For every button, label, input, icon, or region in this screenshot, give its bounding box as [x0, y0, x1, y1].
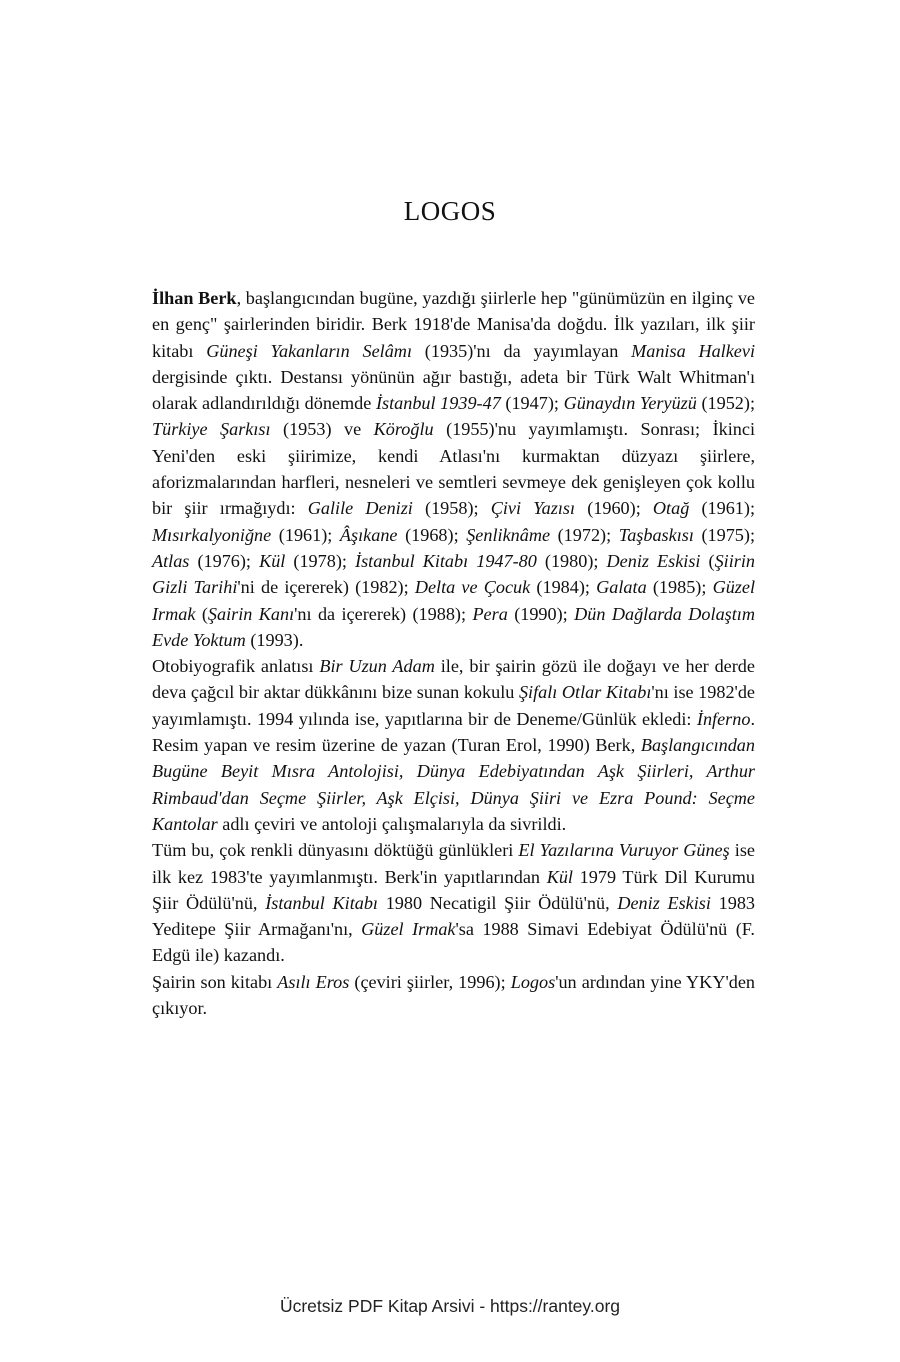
- bold-text: İlhan Berk: [152, 288, 237, 308]
- text-run: (çeviri şiirler, 1996);: [349, 971, 511, 992]
- text-run: 1979 Türk Dil Kurumu Şiir Ödülü'nü,: [152, 866, 756, 913]
- italic-text: İstanbul Kitabı: [265, 892, 378, 913]
- text-run: dergisinde çıktı. Destansı yönünün ağır bastığı, adeta bir Türk Walt Whitman'ı olarak adlandırıldığı dönemde: [152, 366, 755, 414]
- italic-text: Pera: [472, 603, 508, 624]
- text-run: 'nı da içererek) (1988);: [294, 603, 473, 624]
- text-run: (1990);: [507, 603, 575, 624]
- italic-text: Şairin Kanı: [207, 603, 295, 624]
- text-run: (1953) ve: [270, 419, 374, 440]
- italic-text: Türkiye Şarkısı: [152, 419, 271, 440]
- italic-text: Galata: [596, 577, 647, 598]
- text-run: (1952);: [696, 393, 755, 414]
- italic-text: Güzel Irmak: [152, 577, 756, 624]
- text-run: 'sa 1988 Simavi Edebiyat Ödülü'nü (F. Edgü ile) kazandı.: [152, 919, 755, 966]
- italic-text: Şiirin Gizli Tarihi: [152, 550, 756, 598]
- italic-text: El Yazılarına Vuruyor Güneş: [518, 840, 730, 861]
- text-run: (1972);: [550, 524, 619, 545]
- text-run: Şairin son kitabı: [152, 971, 278, 992]
- italic-text: Günaydın Yeryüzü: [563, 393, 697, 414]
- text-run: Tüm bu, çok renkli dünyasını döktüğü günlükleri: [152, 840, 519, 861]
- text-run: , başlangıcından bugüne, yazdığı şiirlerle hep "günümüzün en ilginç ve en genç" şairlerinden biridir. Berk 1918'de Manisa'da doğdu. İlk yazıları, ilk şiir kitabı: [152, 288, 755, 361]
- italic-text: Kül: [259, 550, 286, 571]
- italic-text: İstanbul Kitabı 1947-80: [355, 550, 537, 571]
- italic-text: Kül: [546, 866, 573, 887]
- text-run: (1976);: [189, 550, 260, 571]
- italic-text: Mısırkalyoniğne: [152, 524, 272, 545]
- italic-text: Galile Denizi: [307, 498, 413, 519]
- text-run: ise ilk kez 1983'te yayımlanmıştı. Berk'in yapıtlarından: [152, 840, 755, 887]
- text-run: adlı çeviri ve antoloji çalışmalarıyla da sivrildi.: [217, 813, 567, 834]
- italic-text: Delta ve Çocuk: [414, 577, 531, 598]
- text-run: (: [195, 603, 208, 624]
- text-run: (: [700, 550, 715, 571]
- text-run: (1958);: [412, 498, 491, 519]
- italic-text: Güneşi Yakanların Selâmı: [206, 340, 412, 361]
- text-run: ile, bir şairin gözü ile doğayı ve her derde deva çağcıl bir aktar dükkânını bize sunan kokulu: [152, 656, 755, 703]
- italic-text: Manisa Halkevi: [631, 340, 755, 361]
- text-run: (1947);: [500, 393, 564, 414]
- italic-text: Bir Uzun Adam: [319, 656, 435, 677]
- text-run: (1978);: [285, 550, 356, 571]
- page-title: LOGOS: [403, 196, 497, 226]
- paragraph: [152, 837, 755, 968]
- text-run: (1980);: [536, 550, 607, 571]
- text-run: 'un ardından yine YKY'den çıkıyor.: [152, 971, 755, 1019]
- italic-text: Âşıkane: [339, 524, 398, 545]
- text-run: (1961);: [271, 524, 340, 545]
- italic-text: Başlangıcından Bugüne Beyit Mısra Antolojisi, Dünya Edebiyatından Aşk Şiirleri, Arthur Rimbaud'dan Seçme Şiirler, Aşk Elçisi, Dünya Şiiri ve Ezra Pound: Seçme Kantolar: [152, 735, 755, 834]
- italic-text: Taşbaskısı: [618, 524, 694, 545]
- text-run: (1961);: [689, 498, 756, 519]
- text-run: (1975);: [693, 524, 756, 545]
- paragraph: [152, 285, 755, 653]
- text-run: (1968);: [397, 524, 467, 545]
- italic-text: Köroğlu: [373, 419, 434, 440]
- text-run: (1955)'nu yayımlamıştı. Sonrası; İkinci Yeni'den eski şiirimize, kendi Atlası'nı kurmaktan düzyazı şiirlere, aforizmalarından harfleri, nesneleri ve semtleri sevmeye dek genişleyen çok kollu bir şiir ırmağıydı:: [152, 419, 755, 519]
- text-run: (1984);: [530, 577, 597, 598]
- text-run: . Resim yapan ve resim üzerine de yazan (Turan Erol, 1990) Berk,: [152, 708, 755, 756]
- italic-text: Otağ: [652, 498, 690, 519]
- paragraph: [152, 653, 755, 837]
- text-run: 1983 Yeditepe Şiir Armağanı'nı,: [152, 892, 756, 940]
- text-run: 'nı ise 1982'de yayımlamıştı. 1994 yılında ise, yapıtlarına bir de Deneme/Günlük ekledi:: [152, 682, 755, 729]
- text-run: Otobiyografik anlatısı: [152, 656, 320, 677]
- italic-text: Asılı Eros: [277, 971, 350, 992]
- italic-text: Şifalı Otlar Kitabı: [518, 682, 652, 703]
- italic-text: Çivi Yazısı: [490, 498, 576, 519]
- text-run: (1960);: [575, 498, 653, 519]
- footer-note: Ücretsiz PDF Kitap Arsivi - https://rantey.org: [279, 1296, 621, 1316]
- text-run: (1985);: [646, 577, 713, 598]
- body-text: [152, 285, 755, 1021]
- italic-text: Güzel Irmak: [361, 919, 456, 940]
- text-run: 'ni de içererek) (1982);: [237, 577, 415, 598]
- text-run: 1980 Necatigil Şiir Ödülü'nü,: [378, 892, 618, 913]
- italic-text: Atlas: [152, 550, 190, 571]
- italic-text: Deniz Eskisi: [617, 892, 711, 913]
- text-run: (1993).: [245, 629, 304, 650]
- text-run: (1935)'nı da yayımlayan: [412, 340, 632, 361]
- paragraph: [152, 969, 755, 1022]
- italic-text: İnferno: [696, 708, 751, 729]
- italic-text: İstanbul 1939-47: [375, 393, 501, 414]
- italic-text: Logos: [510, 971, 556, 992]
- italic-text: Dün Dağlarda Dolaştım Evde Yoktum: [152, 603, 755, 650]
- italic-text: Şenliknâme: [466, 524, 551, 545]
- italic-text: Deniz Eskisi: [606, 550, 701, 571]
